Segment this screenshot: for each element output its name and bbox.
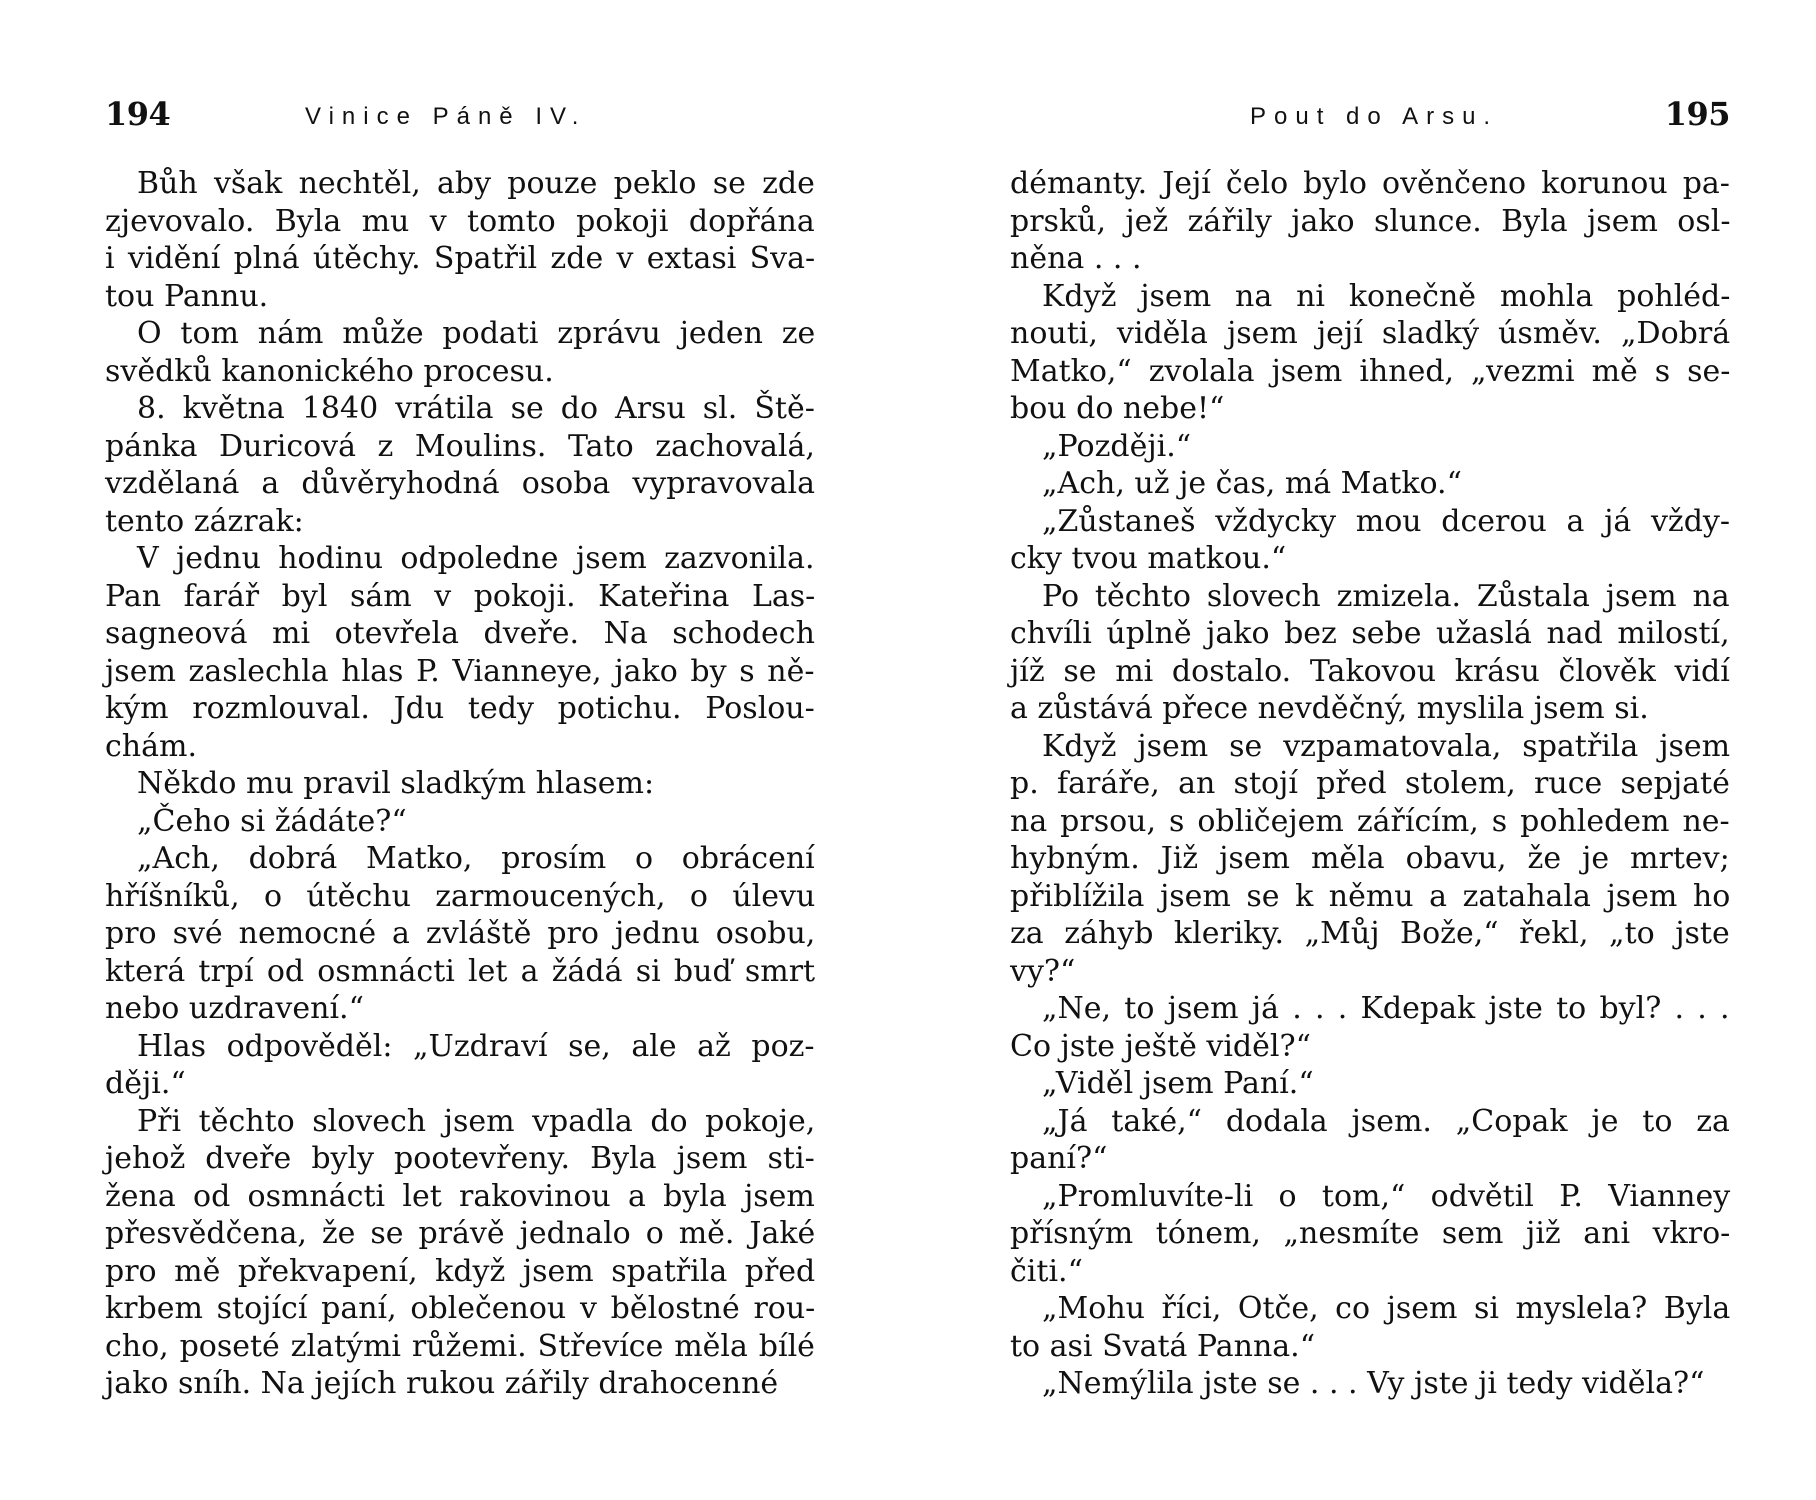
text-line: jíž se mi dostalo. Takovou krásu člověk vidí: [1010, 653, 1730, 689]
text-line: vzdělaná a důvěryhodná osoba vypravovala: [105, 466, 815, 501]
page-body-text: [1010, 165, 1730, 1403]
text-line: něna . . .: [1010, 241, 1142, 276]
text-line: bou do nebe!“: [1010, 391, 1225, 426]
text-line: „Já také,“ dodala jsem. „Copak je to za: [1042, 1103, 1730, 1139]
text-line: která trpí od osmnácti let a žádá si buď smrt: [105, 953, 816, 989]
text-line: Hlas odpověděl: „Uzdraví se, ale až poz-: [137, 1028, 815, 1064]
text-line: cho, poseté zlatými růžemi. Střevíce měla bílé: [105, 1328, 815, 1364]
text-line: „Viděl jsem Paní.“: [1042, 1066, 1314, 1101]
text-line: Co jste ještě viděl?“: [1010, 1028, 1311, 1064]
text-line: přiblížila jsem se k němu a zatahala jsem ho: [1010, 878, 1731, 914]
text-line: Když jsem na ni konečně mohla pohléd-: [1042, 278, 1731, 314]
text-line: Po těchto slovech zmizela. Zůstala jsem na: [1042, 578, 1730, 614]
running-head-title: Vinice Páně IV.: [305, 103, 587, 130]
text-line: krbem stojící paní, oblečenou v bělostné rou-: [105, 1291, 816, 1326]
text-line: paní?“: [1010, 1141, 1108, 1176]
text-line: „Mohu říci, Otče, co jsem si myslela? Byla: [1042, 1291, 1731, 1326]
text-line: 8. května 1840 vrátila se do Arsu sl. Ště-: [137, 391, 815, 426]
text-line: vy?“: [1010, 953, 1076, 989]
text-line: za záhyb kleriky. „Můj Bože,“ řekl, „to jste: [1010, 916, 1730, 951]
text-line: Když jsem se vzpamatovala, spatřila jsem: [1042, 728, 1731, 764]
text-line: zjevovalo. Byla mu v tomto pokoji dopřána: [105, 203, 815, 239]
text-line: chám.: [105, 728, 197, 764]
text-line: prsků, jež zářily jako slunce. Byla jsem osl-: [1010, 203, 1731, 239]
text-line: Při těchto slovech jsem vpadla do pokoje,: [137, 1103, 816, 1139]
left-page: [105, 95, 815, 1403]
text-line: „Promluvíte-li o tom,“ odvětil P. Vianney: [1042, 1178, 1731, 1214]
text-line: Někdo mu pravil sladkým hlasem:: [137, 766, 655, 801]
text-line: pro své nemocné a zvláště pro jednu osobu,: [105, 916, 816, 951]
text-line: jako sníh. Na jejích rukou zářily drahocenné: [105, 1366, 779, 1401]
text-line: na prsou, s obličejem zářícím, s pohledem ne-: [1010, 803, 1730, 839]
text-line: tento zázrak:: [105, 503, 304, 539]
text-line: cky tvou matkou.“: [1010, 541, 1287, 576]
running-head-title: Pout do Arsu.: [1250, 103, 1499, 130]
page-number: 195: [1664, 95, 1730, 133]
text-line: „Čeho si žádáte?“: [137, 803, 407, 839]
text-line: pro mě překvapení, když jsem spatřila před: [105, 1253, 816, 1289]
text-line: „Později.“: [1042, 428, 1192, 464]
text-line: sagneová mi otevřela dveře. Na schodech: [105, 616, 815, 651]
text-line: Matko,“ zvolala jsem ihned, „vezmi mě s se-: [1010, 353, 1731, 389]
text-line: „Zůstaneš vždycky mou dcerou a já vždy-: [1042, 503, 1730, 539]
text-line: přísným tónem, „nesmíte sem již ani vkro-: [1010, 1216, 1731, 1251]
running-head-left: [105, 95, 815, 135]
text-line: „Ach, dobrá Matko, prosím o obrácení: [137, 841, 815, 876]
text-line: „Nemýlila jste se . . . Vy jste ji tedy viděla?“: [1042, 1366, 1705, 1401]
text-line: „Ne, to jsem já . . . Kdepak jste to byl? . . .: [1042, 991, 1730, 1026]
text-line: nouti, viděla jsem její sladký úsměv. „Dobrá: [1010, 316, 1731, 351]
text-line: chvíli úplně jako bez sebe užaslá nad milostí,: [1010, 616, 1730, 651]
text-line: „Ach, už je čas, má Matko.“: [1042, 466, 1462, 501]
text-line: démanty. Její čelo bylo ověnčeno korunou pa-: [1010, 166, 1730, 201]
text-line: svědků kanonického procesu.: [105, 353, 554, 389]
page-body-text: [105, 165, 815, 1403]
text-line: čiti.“: [1010, 1253, 1083, 1289]
text-line: kým rozmlouval. Jdu tedy potichu. Poslou-: [105, 691, 815, 726]
text-line: pánka Duricová z Moulins. Tato zachovalá,: [105, 428, 815, 464]
text-line: a zůstává přece nevděčný, myslila jsem si.: [1010, 691, 1649, 726]
text-line: Pan farář byl sám v pokoji. Kateřina Las-: [105, 578, 816, 614]
running-head-right: [1010, 95, 1730, 135]
text-line: to asi Svatá Panna.“: [1010, 1328, 1316, 1364]
text-line: nebo uzdravení.“: [105, 991, 364, 1026]
text-line: i vidění plná útěchy. Spatřil zde v extasi Sva-: [105, 241, 816, 276]
text-line: O tom nám může podati zprávu jeden ze: [137, 316, 816, 351]
text-line: hybným. Již jsem měla obavu, že je mrtev;: [1010, 841, 1730, 876]
text-line: jehož dveře byly pootevřeny. Byla jsem sti-: [105, 1141, 815, 1176]
page-number: 194: [105, 95, 171, 133]
text-line: tou Pannu.: [105, 278, 269, 314]
text-line: p. faráře, an stojí před stolem, ruce sepjaté: [1010, 766, 1730, 801]
text-line: žena od osmnácti let rakovinou a byla jsem: [105, 1178, 815, 1214]
text-line: Bůh však nechtěl, aby pouze peklo se zde: [137, 166, 815, 201]
text-line: ději.“: [105, 1066, 186, 1101]
text-line: jsem zaslechla hlas P. Vianneye, jako by s ně-: [105, 653, 815, 689]
right-page: [1010, 95, 1730, 1403]
text-line: hříšníků, o útěchu zarmoucených, o úlevu: [105, 878, 816, 914]
text-line: přesvědčena, že se právě jednalo o mě. Jaké: [105, 1216, 816, 1251]
text-line: V jednu hodinu odpoledne jsem zazvonila.: [137, 541, 815, 576]
